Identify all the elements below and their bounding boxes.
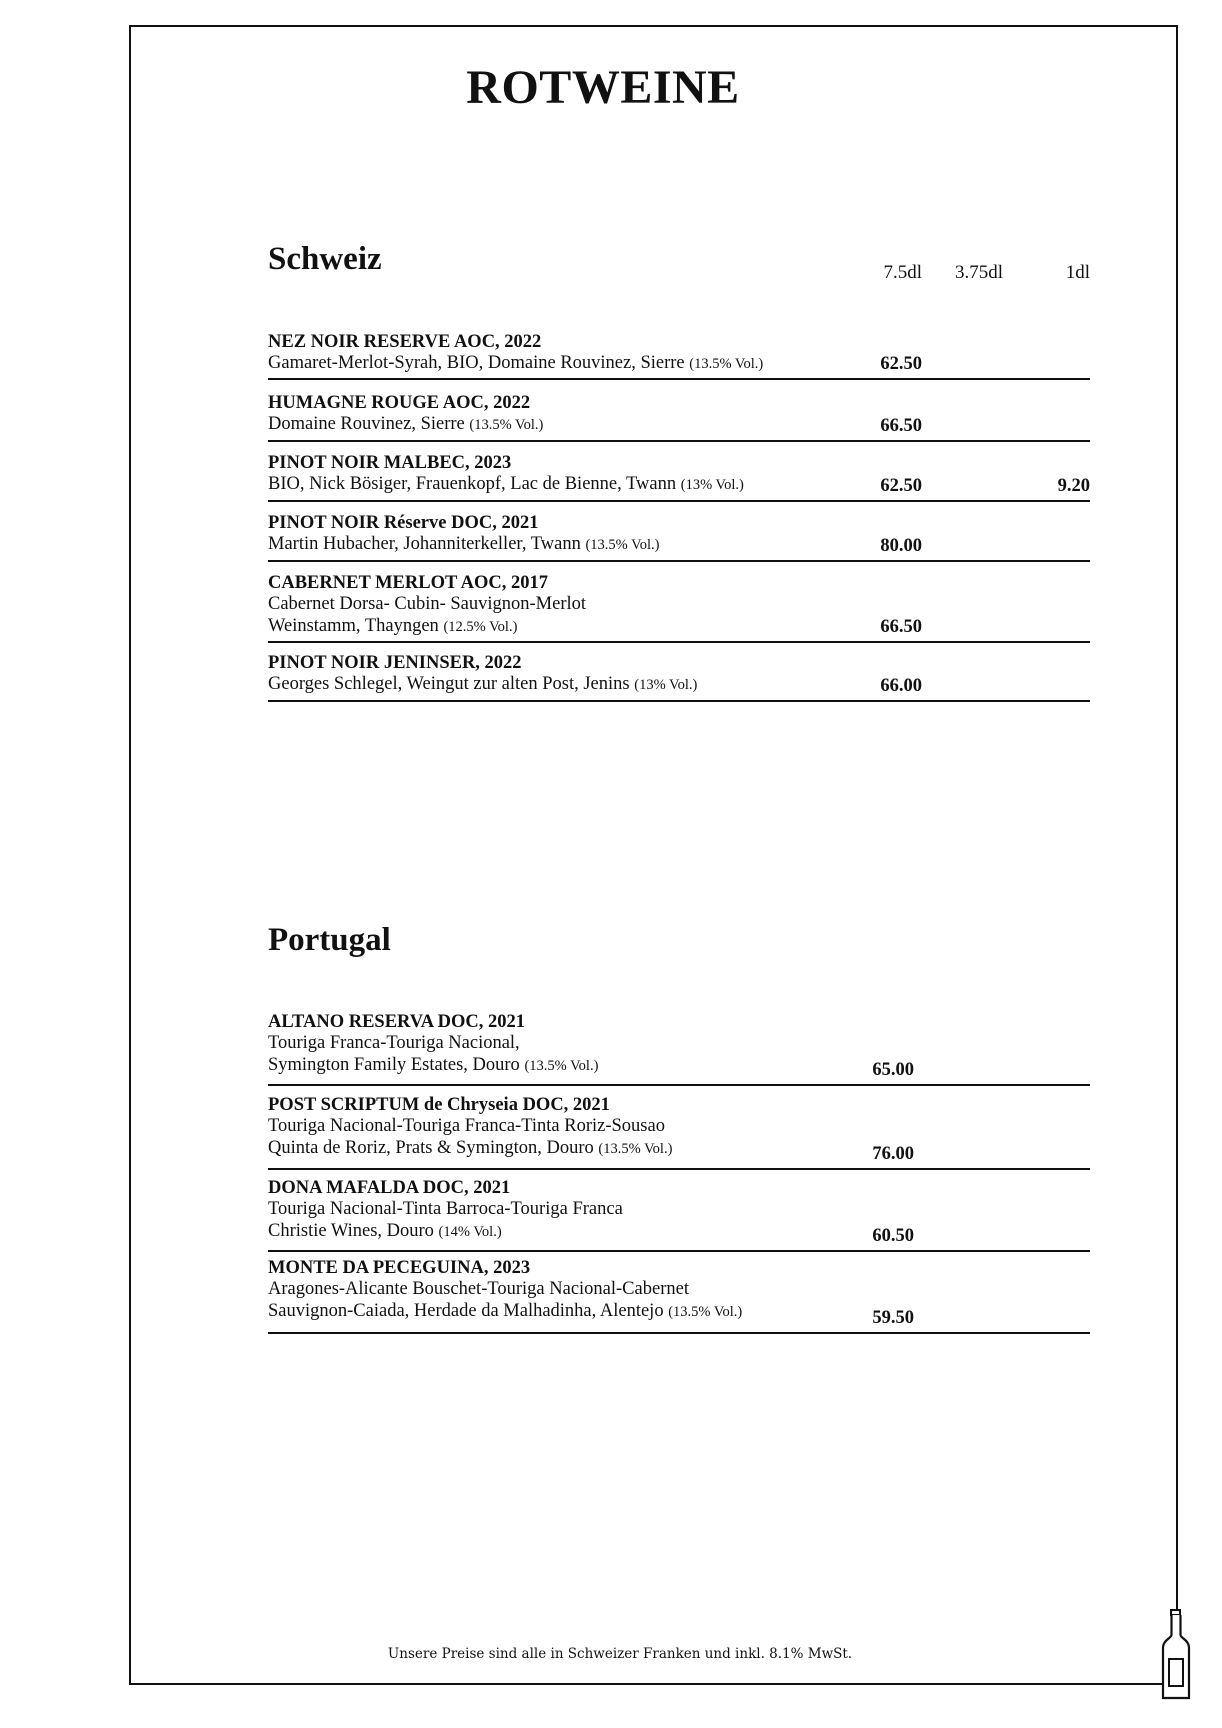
wine-detail: Domaine Rouvinez, Sierre (13.5% Vol.)	[268, 414, 544, 434]
wine-item	[268, 332, 1090, 380]
wine-vol: (13.5% Vol.)	[598, 1140, 673, 1157]
wine-detail: Symington Family Estates, Douro (13.5% Vol.)	[268, 1054, 599, 1075]
price-75dl: 62.50	[880, 476, 922, 496]
wine-vol: (12.5% Vol.)	[443, 618, 518, 635]
wine-item	[268, 653, 1090, 702]
price-75dl: 80.00	[880, 536, 922, 556]
wine-detail: Touriga Nacional-Tinta Barroca-Touriga Franca	[268, 1199, 623, 1219]
wine-item	[268, 573, 1090, 643]
wine-detail: Sauvignon-Caiada, Herdade da Malhadinha, Alentejo (13.5% Vol.)	[268, 1300, 743, 1321]
wine-bottle-icon	[1160, 1608, 1192, 1700]
wine-vol: (13% Vol.)	[634, 677, 698, 693]
price-75dl: 59.50	[872, 1308, 914, 1328]
wine-vol: (14% Vol.)	[438, 1223, 502, 1240]
price-75dl: 60.50	[872, 1226, 914, 1246]
wine-item	[268, 1258, 1090, 1334]
wine-name: PINOT NOIR Réserve DOC, 2021	[268, 513, 539, 533]
wine-name: HUMAGNE ROUGE AOC, 2022	[268, 393, 531, 413]
wine-item	[268, 453, 1090, 502]
wine-item	[268, 393, 1090, 442]
wine-vol: (13.5% Vol.)	[585, 537, 660, 553]
wine-name: DONA MAFALDA DOC, 2021	[268, 1178, 511, 1198]
wine-detail: BIO, Nick Bösiger, Frauenkopf, Lac de Bienne, Twann (13% Vol.)	[268, 474, 744, 494]
wine-name: MONTE DA PECEGUINA, 2023	[268, 1258, 531, 1278]
wine-detail: Touriga Nacional-Touriga Franca-Tinta Roriz-Sousao	[268, 1116, 665, 1136]
wine-vol: (13.5% Vol.)	[469, 417, 544, 433]
wine-item	[268, 1095, 1090, 1170]
wine-vol: (13.5% Vol.)	[689, 356, 764, 372]
wine-detail: Georges Schlegel, Weingut zur alten Post, Jenins (13% Vol.)	[268, 674, 698, 694]
column-header-1dl: 1dl	[1065, 262, 1090, 283]
wine-detail: Aragones-Alicante Bouschet-Touriga Nacional-Cabernet	[268, 1279, 689, 1299]
price-75dl: 76.00	[872, 1144, 914, 1164]
wine-detail: Cabernet Dorsa- Cubin- Sauvignon-Merlot	[268, 594, 587, 614]
wine-name: PINOT NOIR MALBEC, 2023	[268, 453, 512, 473]
price-75dl: 62.50	[880, 354, 922, 374]
wine-detail: Weinstamm, Thayngen (12.5% Vol.)	[268, 615, 518, 636]
wine-item	[268, 1012, 1090, 1086]
wine-name: PINOT NOIR JENINSER, 2022	[268, 653, 522, 673]
page-title: ROTWEINE	[466, 61, 740, 114]
wine-detail: Touriga Franca-Touriga Nacional,	[268, 1033, 520, 1053]
wine-vol: (13.5% Vol.)	[524, 1057, 599, 1074]
price-75dl: 66.50	[880, 416, 922, 436]
wine-detail: Gamaret-Merlot-Syrah, BIO, Domaine Rouvinez, Sierre (13.5% Vol.)	[268, 353, 764, 373]
price-75dl: 65.00	[872, 1060, 914, 1080]
wine-item	[268, 513, 1090, 562]
section-title-schweiz: Schweiz	[268, 241, 382, 277]
wine-name: CABERNET MERLOT AOC, 2017	[268, 573, 548, 593]
wine-detail: Martin Hubacher, Johanniterkeller, Twann (13.5% Vol.)	[268, 534, 660, 554]
wine-name: ALTANO RESERVA DOC, 2021	[268, 1012, 526, 1032]
wine-vol: (13.5% Vol.)	[668, 1303, 743, 1320]
price-1dl: 9.20	[1057, 476, 1090, 496]
price-75dl: 66.00	[880, 676, 922, 696]
wine-detail: Quinta de Roriz, Prats & Symington, Douro (13.5% Vol.)	[268, 1137, 673, 1158]
wine-vol: (13% Vol.)	[680, 477, 744, 493]
wine-item	[268, 1178, 1090, 1252]
wine-detail: Christie Wines, Douro (14% Vol.)	[268, 1220, 502, 1241]
price-footnote: Unsere Preise sind alle in Schweizer Franken und inkl. 8.1% MwSt.	[387, 1646, 853, 1662]
wine-name: NEZ NOIR RESERVE AOC, 2022	[268, 332, 542, 352]
price-75dl: 66.50	[880, 617, 922, 637]
section-title-portugal: Portugal	[268, 922, 391, 958]
column-header-375dl: 3.75dl	[954, 262, 1003, 283]
wine-name: POST SCRIPTUM de Chryseia DOC, 2021	[268, 1095, 610, 1115]
column-header-75dl: 7.5dl	[883, 262, 922, 283]
